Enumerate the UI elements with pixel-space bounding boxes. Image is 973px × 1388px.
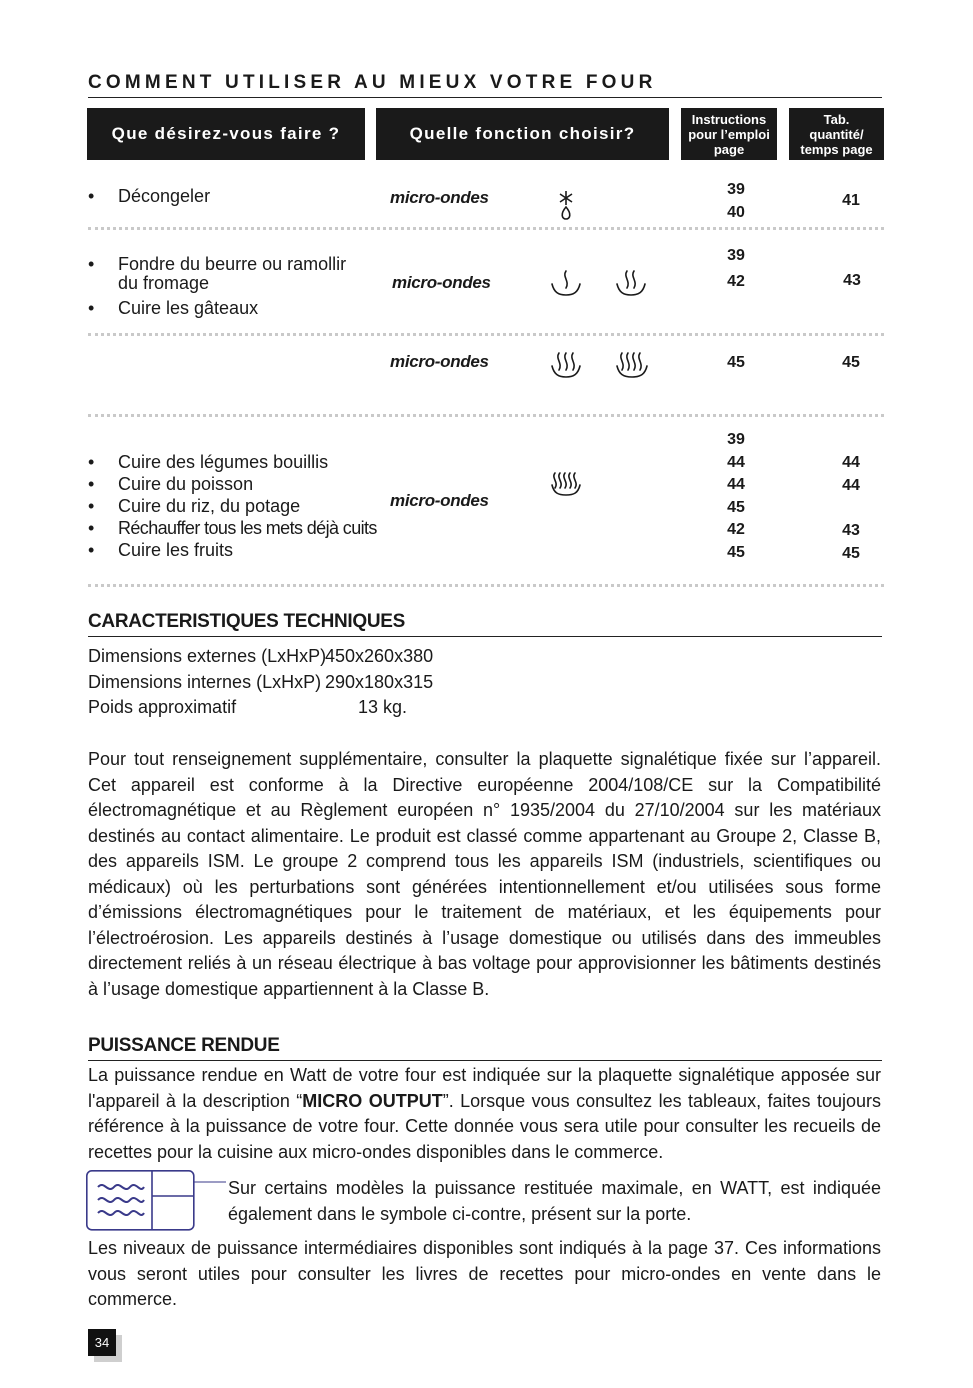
instr-page: 44 [727,454,745,471]
instr-page: 40 [727,204,745,221]
spec-value: 290x180x315 [325,672,434,692]
list-item: • Décongeler [88,186,210,207]
instr-page: 42 [727,273,745,290]
instr-page: 39 [727,431,745,448]
power-text: ”. Lorsque vous consultez les tableaux, faites toujours référence à la puissance de votre four. Cette donnée vous sera utile pour consulter les recueils de recettes pour la cuisine aux micro-ondes disponibles dans le commerce. [88,1090,881,1162]
tab-page: 43 [843,272,861,289]
mode-label: micro-ondes [390,491,489,510]
mode-label: micro-ondes [392,273,491,292]
tab-page: 44 [842,477,860,494]
mode-label: micro-ondes [390,188,489,207]
list-item: • Cuire du poisson [88,474,253,495]
header-instructions-line: Instructions [691,111,767,127]
header-function: Quelle fonction choisir? [376,108,669,160]
tab-page: 43 [842,522,860,539]
mode-label: micro-ondes [390,352,489,371]
low-power-icon [549,268,583,300]
tab-page: 44 [842,454,860,471]
symbol-note: Sur certains modèles la puissance restituée maximale, en WATT, est indiquée également dans le symbole ci-contre, présent sur la porte. [228,1178,881,1224]
header-instructions-line: page [713,141,745,157]
page-number: 34 [88,1329,116,1356]
defrost-icon [556,189,576,221]
specs-title: CARACTERISTIQUES TECHNIQUES [88,611,406,632]
tab-page: 41 [842,192,860,209]
section-rule [88,636,882,637]
header-what: Que désirez-vous faire ? [87,108,365,160]
specs-paragraph: Pour tout renseignement supplémentaire, consulter la plaquette signalétique fixée sur l’appareil. Cet appareil est conforme à la Directive européenne 2004/108/CE sur la Compatibilité électromagnétique et au Règlement européen n° 1935/2004 du 27/10/2004 sur les matériaux destinés au contact alimentaire. Le produit est classé comme appartenant au Groupe 2, Classe B, des appareils ISM. Le groupe 2 comprend tous les appareils ISM (industriels, scientifiques ou médicaux) où les perturbations sont générées intentionnellement et/ou utilisées sous forme d’émissions électromagnétiques pour le traitement de matériaux, et les équipements pour l’électroérosion. Les appareils destinés à l’usage domestique ou utilisés dans des immeubles directement reliés à un réseau électrique à bas voltage pour approvisionner les bâtiments destinés à l’usage domestique appartiennent à la Classe B. [88,749,881,999]
power-text: La puissance rendue en Watt de votre four est indiquée sur la plaquette signalétique apposée sur l'appareil à la description “ [88,1065,881,1111]
micro-output-label: MICRO OUTPUT [302,1090,443,1111]
list-item: • Fondre du beurre ou ramollir [88,254,346,275]
spec-value: 450x260x380 [325,646,434,666]
section-rule [88,1060,882,1061]
spec-label: Poids approximatif [88,697,237,717]
header-tab [789,108,884,160]
list-item: • Cuire les gâteaux [88,298,258,319]
instr-page: 45 [727,499,745,516]
power-paragraph [88,1063,881,1165]
page-title: COMMENT UTILISER AU MIEUX VOTRE FOUR [88,72,657,93]
row-separator [88,414,884,417]
row-separator [88,333,884,336]
row-separator [88,584,884,587]
instr-page: 45 [727,354,745,371]
max-power-icon [549,470,583,500]
instr-page: 39 [727,181,745,198]
header-tab-line: Tab. [823,111,850,127]
spec-label: Dimensions internes (LxHxP) [88,672,322,692]
instr-page: 45 [727,544,745,561]
power-title: PUISSANCE RENDUE [88,1035,280,1056]
instr-page: 42 [727,521,745,538]
instr-page: 44 [727,476,745,493]
list-item: • Cuire du riz, du potage [88,496,300,517]
medium-low-power-icon [614,268,648,300]
row-separator [88,227,884,230]
list-item: • Cuire des légumes bouillis [88,452,328,473]
spec-value: 13 kg. [358,697,408,717]
list-item: • Réchauffer tous les mets déjà cuits [88,518,377,539]
list-item-continuation: du fromage [118,273,210,293]
medium-high-power-icon [614,350,650,382]
header-tab-line: quantité/ [809,126,864,142]
instr-page: 39 [727,247,745,264]
title-rule [88,97,882,98]
tab-page: 45 [842,545,860,562]
tab-page: 45 [842,354,860,371]
spec-label: Dimensions externes (LxHxP) [88,646,327,666]
header-instructions-line: pour l’emploi [688,126,770,142]
last-paragraph: Les niveaux de puissance intermédiaires disponibles sont indiqués à la page 37. Ces informations vous seront utiles pour consulter les livres de recettes pour micro-ondes en vente dans le commerce. [88,1238,881,1309]
list-item: • Cuire les fruits [88,540,233,561]
microwave-power-symbol [86,1170,228,1232]
header-instructions [681,108,777,160]
medium-power-icon [549,350,583,382]
header-tab-line: temps page [800,141,873,157]
